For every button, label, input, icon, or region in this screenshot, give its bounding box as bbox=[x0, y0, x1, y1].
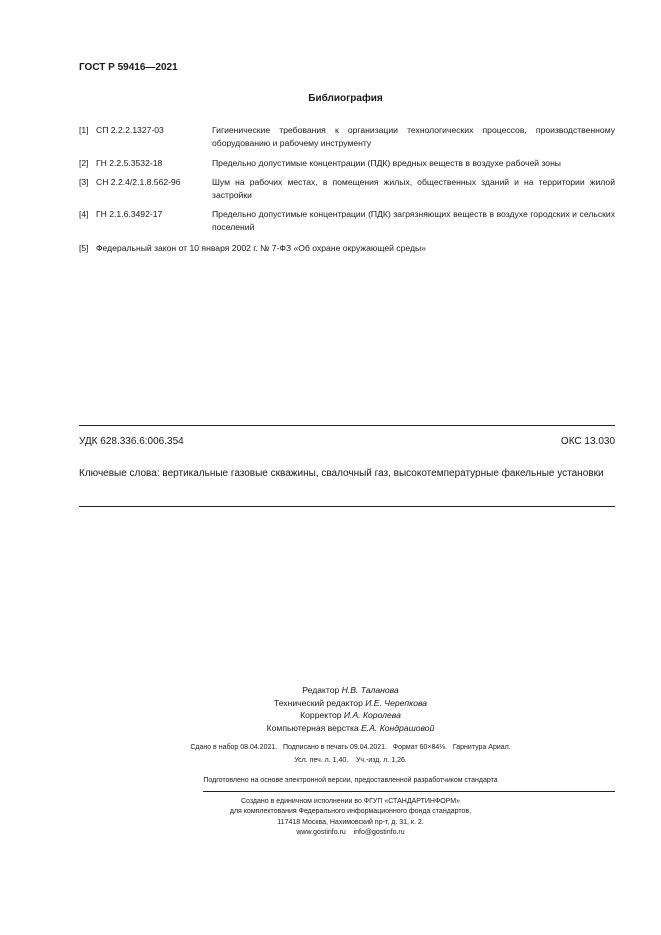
divider bbox=[79, 425, 615, 426]
credit-role: Корректор bbox=[300, 710, 342, 721]
publisher-line: 117418 Москва, Нахимовский пр-т, д. 31, к. 2. bbox=[277, 818, 424, 826]
entry-description: Предельно допустимые концентрации (ПДК) вредных веществ в воздухе рабочей зоны bbox=[212, 158, 561, 168]
udk-code: УДК 628.336.6:006.354 bbox=[79, 436, 184, 447]
bibliography-title: Библиография bbox=[308, 93, 383, 104]
publisher-line: для комплектования Федерального информационного фонда стандартов, bbox=[229, 808, 472, 816]
keywords: Ключевые слова: вертикальные газовые скважины, свалочный газ, высокотемпературные факельные установки bbox=[79, 468, 604, 479]
credit-role: Редактор bbox=[302, 685, 340, 695]
entry-description: Гигиенические требования к организации технологических процессов, производственному оборудованию и рабочему инструменту bbox=[212, 125, 615, 148]
imprint-line: Усл. печ. л. 1,40. Уч.-изд. л. 1,26. bbox=[294, 757, 407, 764]
entry-number: [3] bbox=[79, 177, 89, 187]
entry-number: [1] bbox=[79, 125, 89, 135]
credit-line bbox=[40, 722, 661, 735]
entry-number: [4] bbox=[79, 209, 89, 219]
entry-code: ГН 2.2.5.3532-18 bbox=[96, 158, 163, 168]
publisher-contacts: www.gostinfo.ru info@gostinfo.ru bbox=[296, 829, 405, 837]
credits bbox=[0, 684, 661, 734]
divider bbox=[203, 791, 615, 792]
publisher-info bbox=[0, 797, 661, 839]
prepared-note: Подготовлено на основе электронной версии, предоставленной разработчиком стандарта bbox=[203, 777, 498, 784]
imprint-line: Сдано в набор 08.04.2021. Подписано в печать 09.04.2021. Формат 60×84⅛. Гарнитура Ариал. bbox=[190, 744, 511, 751]
credit-line bbox=[40, 709, 661, 722]
entry-number: [5] bbox=[79, 243, 89, 253]
entry-code: СП 2.2.2.1327-03 bbox=[96, 125, 164, 135]
credit-line bbox=[40, 684, 661, 697]
credit-name: Н.В. Таланова bbox=[341, 685, 399, 695]
publisher-line: Создано в единичном исполнении во ФГУП «СТАНДАРТИНФОРМ» bbox=[240, 798, 461, 805]
entry-number: [2] bbox=[79, 158, 89, 168]
divider bbox=[79, 506, 615, 507]
entry-code: СН 2.2.4/2.1.8.562-96 bbox=[96, 177, 181, 187]
document-code: ГОСТ Р 59416—2021 bbox=[79, 62, 178, 73]
credit-name: Е.А. Кондрашовой bbox=[361, 722, 435, 733]
credit-name: И.Е. Черепкова bbox=[365, 697, 428, 708]
oks-code: ОКС 13.030 bbox=[560, 436, 615, 447]
entry-code: ГН 2.1.6.3492-17 bbox=[96, 209, 163, 219]
entry-description: Предельно допустимые концентрации (ПДК) загрязняющих веществ в воздухе городских и сельских поселений bbox=[212, 209, 615, 232]
credit-role: Технический редактор bbox=[273, 697, 363, 708]
credit-line bbox=[40, 697, 661, 710]
credit-name: И.А. Королева bbox=[343, 710, 401, 721]
credit-role: Компьютерная верстка bbox=[266, 722, 359, 733]
entry-full-text: Федеральный закон от 10 января 2002 г. № 7-ФЗ «Об охране окружающей среды» bbox=[96, 243, 426, 253]
entry-description: Шум на рабочих местах, в помещения жилых, общественных зданий и на территории жилой застройки bbox=[212, 177, 615, 200]
